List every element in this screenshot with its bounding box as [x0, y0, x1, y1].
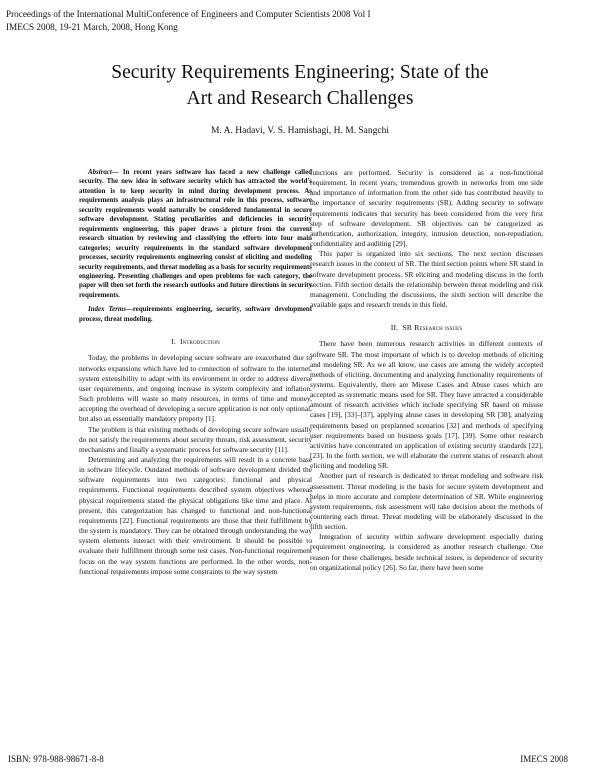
intro-paragraph-3: Determining and analyzing the requirements will result in a concrete base in software lifecycle. Outdated methods of software development divided the software requirements into two categories: functional and physical requirements. Functional requirements described system objectives whereas physical requirements stated the physical obligations like time and place. At present, this categorization has changed to functional and non-functional requirements [22]. Functional requirements are those that their fulfillment by the system is mandatory. They can be obtained through understanding the way system elements interact with their environment. It should be possible to evaluate their fulfillment through some test cases. Non-functional requirement focus on the way system functions are performed. In the other words, non-functional requirements impose some constraints to the way system [79, 454, 312, 576]
sr-paragraph-3: Integration of security within software development especially during requirement engineering, is considered as another research challenge. One reason for these challenges, beside technical issues, is dependence of security on organizational policy [26]. So far, there have been some [310, 532, 543, 572]
authors: M. A. Hadavi, V. S. Hamishagi, H. M. Sangchi [210, 126, 390, 136]
right-column [310, 168, 543, 573]
isbn-footer: ISBN: 978-988-98671-8-8 [8, 754, 104, 764]
intro-paragraph-1: Today, the problems in developing secure software are exacerbated due to networks expansions which have led to connection of software to the internet, system extensibility to adapt with its environment in order to address diverse user requirements, and ongoing increase in system complexity and inflation. Such problems will waste so many resources, in terms of time and money, accepting the overhead of developing a secure application is not only optional, but also an essentially mandatory property [1]. [79, 353, 312, 424]
intro-paragraph-2: The problem is that existing methods of developing secure software usually do not satisfy the requirements about security threats, risk assessment, security mechanisms and finally a systematic process for software security [11]. [79, 424, 312, 454]
title-line-2: Art and Research Challenges [186, 88, 414, 109]
proceedings-header [6, 8, 371, 34]
organization-paragraph: This paper is organized into six sections. The next section discusses research issues in the context of SR. The third section points where SR stand in software development process. SR eliciting and modeling discuss in the forth section. Fifth section details the relationship between threat modeling and risk management. Concluding the discussions, the sixth section will describe the available gaps and research trends in this field. [310, 249, 543, 310]
index-terms [79, 305, 312, 324]
section-2-number: II. [390, 323, 399, 333]
abstract-label: Abstract [88, 169, 112, 176]
sr-paragraph-1: There have been numerous research activities in different contexts of software SR. The most important of which is to develop methods of eliciting and modeling SR. As we all know, use cases are among the widely accepted methods of eliciting, documenting and analyzing functionality requirements of systems. Equivalently, there are Misuse Cases and Abuse cases which are accepted as systematic means used for SR. They have attracted a considerable amount of research activities which include specifying SR based on misuse cases [19], [33]–[37], applying abuse cases in developing SR [38], analyzing requirements based on preplanned scenarios [32] and methods of specifying user requirements based on business goals [17], [39]. Some other research activities have concentrated on application of existing security standards [22], [23]. In the forth section, we will elaborate the current status of research about eliciting and modeling SR. [310, 339, 543, 471]
index-terms-text: —requirements engineering, security, software development process, threat modeling. [79, 306, 313, 323]
intro-continued-paragraph: functions are performed. Security is considered as a non-functional requirement. In recent years, tremendous growth in networks from one side and importance of information from the other side has contributed heavily to the importance of security requirements (SR). Adding security to software requirements indicates that security has been considered from the very first step of software development. SR objectives can be categorized as authentication, authorization, integrity, intrusion detection, non-repudiation, confidentiality and auditing [29]. [310, 168, 543, 249]
section-2-title: SR Research issues [402, 323, 463, 333]
header-line-2: IMECS 2008, 19-21 March, 2008, Hong Kong [6, 22, 178, 32]
index-terms-label: Index Terms [88, 306, 126, 314]
section-1-number: I. [171, 337, 176, 347]
abstract-text: — In recent years software has faced a new challenge called security. The new idea in software security which has attracted the world's attention is to keep security in mind during development process. As requirements analysis plays an infrastructural role in this process, software security requirements would naturally be considered fundamental in secure software development. Stating peculiarities and deficiencies in security requirements engineering, this paper draws a picture from the current research situation by reviewing and classifying the efforts into four main categories; security requirements in the standard software development processes, security requirements engineering consist of eliciting and modeling security requirements, and threat modeling as a basis for security requirements engineering. Presenting challenges and open problems for each category, the paper will then set forth the research outlooks and future directions in security requirements. [79, 169, 312, 299]
header-line-1: Proceedings of the International MultiConference of Engineers and Computer Scientists 2008 Vol I [6, 9, 371, 19]
section-2-heading [310, 323, 543, 333]
abstract [79, 168, 312, 300]
sr-paragraph-2: Another part of research is dedicated to threat modeling and software risk assessment. Threat modeling is the basis for secure system development and helps in more accurate and complete determination of SR. While engineering system requirements, risk assessment will take decision about the methods of countering each threat. Threat modeling will be elaborately discussed in the fifth section. [310, 471, 543, 532]
section-1-title: Introduction [179, 337, 220, 347]
conference-footer: IMECS 2008 [520, 754, 568, 764]
title-line-1: Security Requirements Engineering; State of the [111, 62, 489, 83]
left-column [79, 168, 312, 577]
paper-title [30, 60, 570, 112]
section-1-heading [79, 337, 312, 347]
